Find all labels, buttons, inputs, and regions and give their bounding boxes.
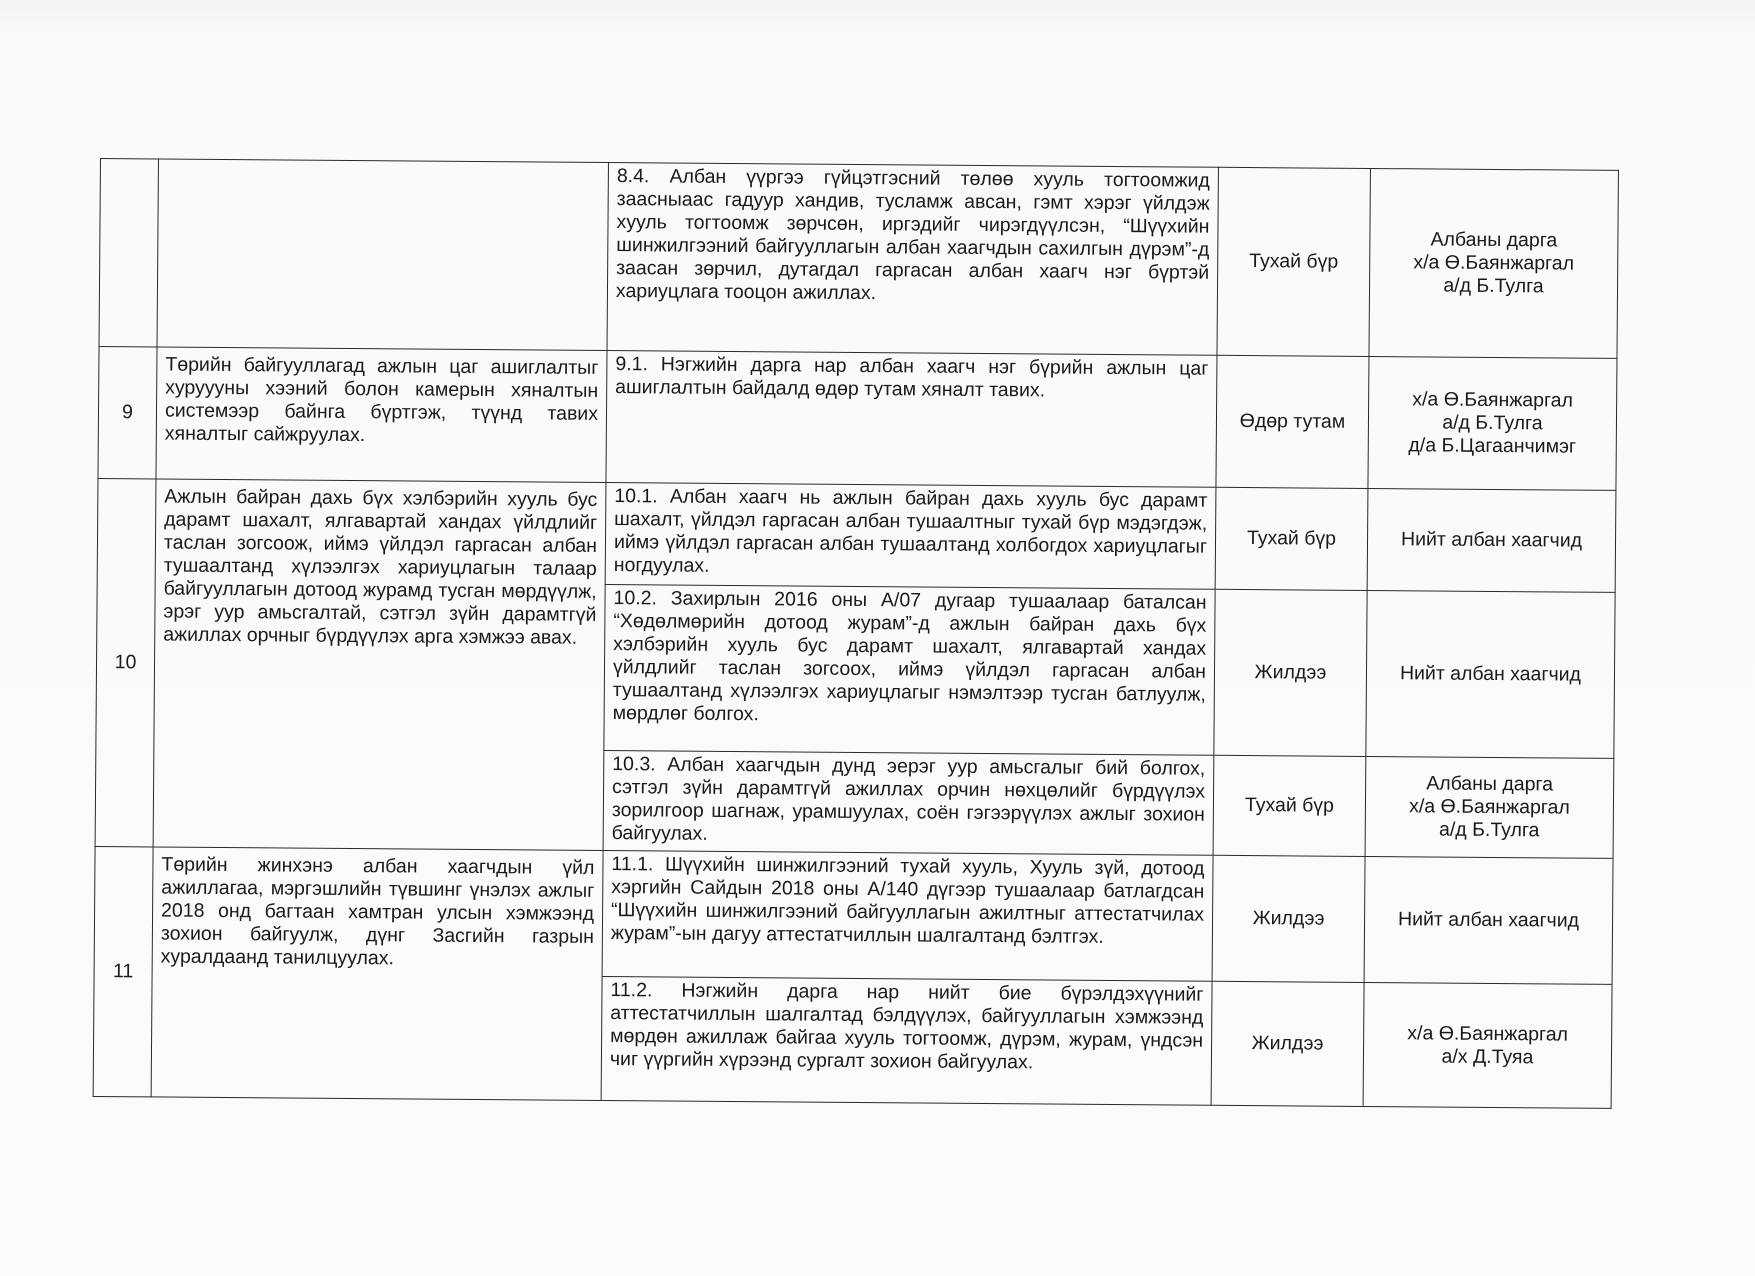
action-cell: 11.2. Нэгжийн дарга нар нийт бие бүрэлдэхүүнийг аттестатчиллын шалгалтад бэлдүүлэх, байгууллагын хэмжээнд мөрдөн ажиллаж байгаа хууль тогтоомж, дүрэм, журам, үндсэн чиг үүргийн хүрээнд сургалт зохион байгуулах. bbox=[601, 976, 1212, 1105]
action-cell: 11.1. Шүүхийн шинжилгээний тухай хууль, Хууль зүй, дотоод хэргийн Сайдын 2018 оны А/140 дүгээр тушаалаар батлагдсан “Шүүхийн шинжилгээний байгууллагын ажилтныг аттестатчилах журам”-ын дагуу аттестатчиллын шалгалтанд бэлтгэх. bbox=[602, 850, 1213, 981]
responsible-name: а/д Б.Тулга bbox=[1439, 818, 1540, 842]
responsible-cell bbox=[1367, 488, 1616, 592]
responsible-cell bbox=[1369, 168, 1618, 358]
row-number-cell bbox=[99, 159, 158, 347]
term-cell: Жилдээ bbox=[1211, 981, 1364, 1106]
responsible-cell bbox=[1366, 590, 1615, 758]
responsible-name: а/д Б.Тулга bbox=[1443, 274, 1544, 298]
goal-cell: Төрийн жинхэнэ албан хаагчдын үйл ажиллагаа, мэргэшлийн түвшинг үнэлэх ажлыг 2018 онд багтаан хамтран улсын хэмжээнд зохион байгуулж, дүнг Засгийн газрын хуралдаанд танилцуулах. bbox=[151, 847, 603, 1101]
responsible-cell bbox=[1364, 856, 1613, 984]
responsible-name: Нийт албан хаагчид bbox=[1400, 528, 1583, 552]
table-row bbox=[98, 346, 1617, 490]
term-cell: Жилдээ bbox=[1212, 855, 1365, 982]
term-cell: Өдөр тутам bbox=[1216, 355, 1369, 488]
row-number-cell: 9 bbox=[98, 346, 157, 478]
responsible-name: Албаны дарга bbox=[1430, 228, 1558, 252]
goal-cell: Ажлын байран дахь бүх хэлбэрийн хууль бус дарамт шахалт, ялгавартай хандах үйлдлийг таслан зогсоож, иймэ үйлдэл гаргасан албан тушаалтанд хүлээлгэх хариуцлагын талаар байгууллагын дотоод журамд тусган мөрдүүлж, эрэг уур амьсгалтай, сэтгэл зүйн дарамтгүй ажиллах орчныг бүрдүүлэх арга хэмжээ авах. bbox=[153, 479, 606, 851]
action-cell: 8.4. Албан үүргээ гүйцэтгэсний төлөө хууль тогтоомжид заасныаас гадуур хандив, тусламж авсан, гэмт хэрэг үйлдэж хууль тогтоомж зөрчсөн, иргэдийг чирэгдүүлсэн, “Шүүхийн шинжилгээний байгууллагын албан хаагчдын сахилгын дүрэм”-д заасан зөрчил, дутагдал гаргасан албан хаагч нэг бүртэй хариуцлага тооцон ажиллах. bbox=[607, 162, 1218, 355]
responsible-name: х/а Ө.Баянжаргал bbox=[1409, 795, 1570, 819]
table-row bbox=[94, 846, 1613, 984]
responsible-name: а/х Д.Туяа bbox=[1441, 1045, 1534, 1068]
term-cell: Тухай бүр bbox=[1217, 167, 1370, 356]
action-cell: 10.1. Албан хаагч нь ажлын байран дахь хууль бус дарамт шахалт, үйлдэл гаргасан албан тушаалтныг тухай бүр мэдэгдэж, иймэ үйлдэл гаргасан албан тушаалтанд холбогдох хариуцлагыг ногдуулах. bbox=[605, 482, 1216, 589]
goal-cell: Төрийн байгууллагад ажлын цаг ашиглалтыг хуруууны хээний болон камерын хяналтын системээр байнга бүртгэж, түүнд тавих хяналтыг сайжруулах. bbox=[156, 347, 607, 483]
term-cell: Тухай бүр bbox=[1215, 487, 1368, 590]
responsible-name: а/д Б.Тулга bbox=[1442, 411, 1543, 435]
responsible-cell bbox=[1368, 356, 1617, 490]
responsible-name: д/а Б.Цагаанчимэг bbox=[1408, 434, 1577, 458]
responsible-name: х/а Ө.Баянжаргал bbox=[1407, 1021, 1569, 1046]
action-cell: 9.1. Нэгжийн дарга нар албан хаагч нэг бүрийн ажлын цаг ашиглалтын байдалд өдөр тутам хяналт тавих. bbox=[606, 350, 1217, 487]
responsible-name: х/а Ө.Баянжаргал bbox=[1412, 388, 1574, 412]
goal-cell bbox=[157, 159, 608, 351]
row-number-cell: 11 bbox=[93, 846, 153, 1096]
term-cell: Жилдээ bbox=[1214, 589, 1367, 756]
term-cell: Тухай бүр bbox=[1213, 755, 1366, 856]
responsible-name: Албаны дарга bbox=[1426, 772, 1554, 796]
action-cell: 10.2. Захирлын 2016 оны А/07 дугаар тушаалаар баталсан “Хөдөлмөрийн дотоод журам”-д ажлын байран дахь бүх хэлбэрийн хууль бус дарамт шахалт, ялгавартай хандах үйлдлийг таслан зогсоох, иймэ үйлдэл гаргасан албан тушаалтанд хүлээлгэх хариуцлагыг нэмэлтээр тусган батлуулж, мөрдлөг болгох. bbox=[604, 584, 1215, 755]
action-plan-table bbox=[93, 158, 1619, 1109]
responsible-cell bbox=[1365, 756, 1614, 858]
responsible-name: Нийт албан хаагчид bbox=[1399, 662, 1582, 686]
responsible-name: Нийт албан хаагчид bbox=[1397, 908, 1580, 932]
table-row bbox=[97, 478, 1616, 592]
table-row bbox=[99, 159, 1618, 359]
row-number-cell: 10 bbox=[95, 478, 156, 846]
responsible-name: х/а Ө.Баянжаргал bbox=[1413, 251, 1575, 275]
action-cell: 10.3. Албан хаагчдын дунд эерэг уур амьсгалыг бий болгох, сэтгэл зүйн дарамтгүй ажиллах орчин нөхцөлийг бүрдүүлэх зорилгоор шагнаж, урамшуулах, соён гэгээрүүлэх ажлыг зохион байгуулах. bbox=[603, 750, 1214, 855]
responsible-cell bbox=[1363, 982, 1612, 1108]
